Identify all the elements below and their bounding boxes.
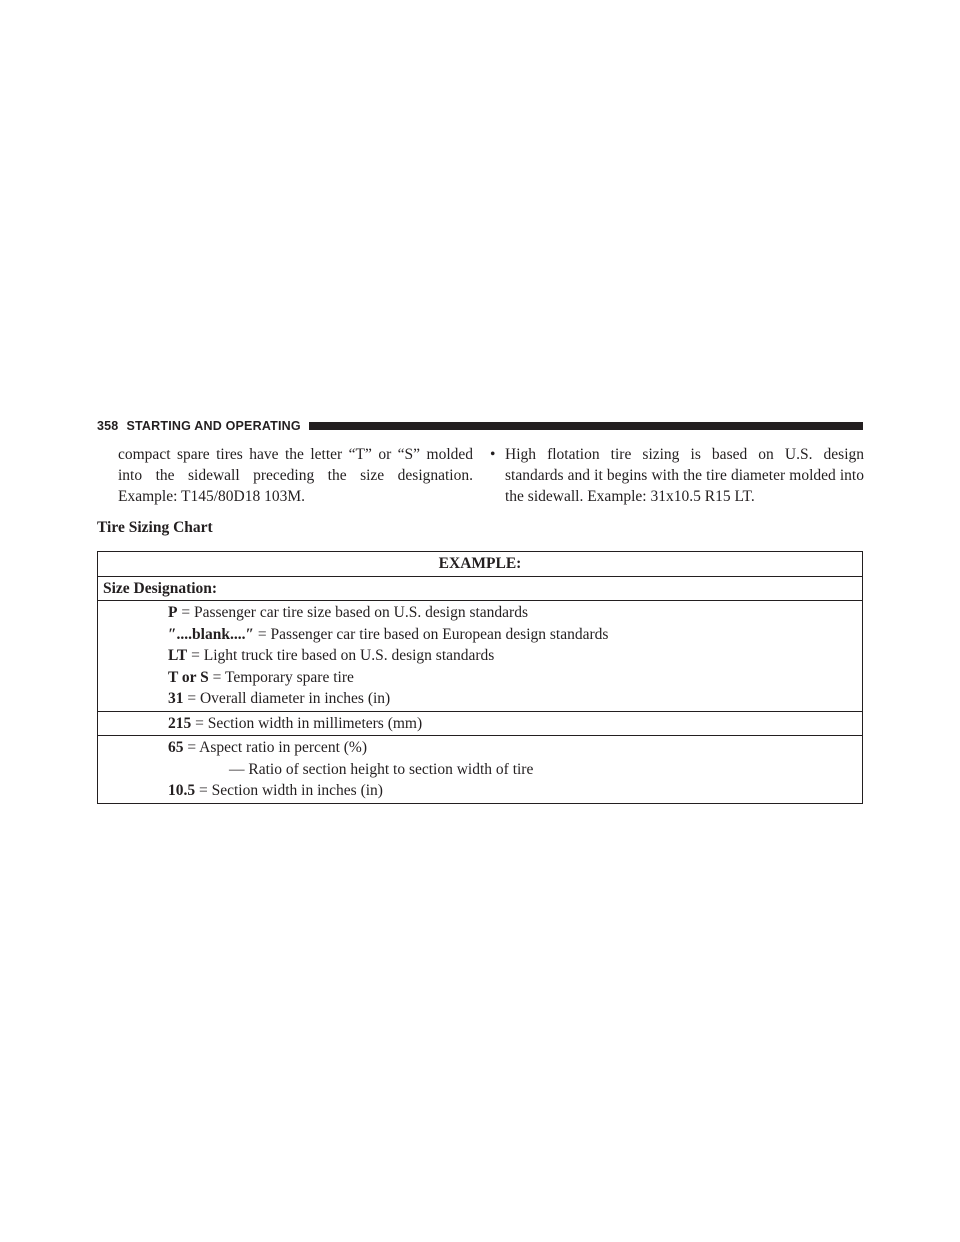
bullet-text: High flotation tire sizing is based on U.S. design standards and it begins with the tire diameter molded into the sidewall. Example: 31x10.5 R15 LT. (505, 446, 864, 505)
definition: = Aspect ratio in percent (%) (183, 739, 367, 756)
bullet-icon: • (490, 446, 496, 463)
bullet-item (490, 444, 864, 507)
list-item (103, 737, 857, 759)
section-width-cell (98, 711, 863, 736)
term: ″....blank....″ (168, 625, 255, 643)
list-item (103, 602, 857, 624)
definition: = Temporary spare tire (208, 668, 354, 686)
definition: = Light truck tire based on U.S. design standards (187, 647, 495, 664)
definition: = Section width in inches (in) (195, 782, 383, 799)
term: 65 (168, 739, 184, 756)
list-item (103, 645, 857, 667)
term: 10.5 (168, 782, 196, 799)
table-row (98, 601, 863, 712)
tire-sizing-table (97, 551, 863, 804)
list-item (103, 688, 857, 710)
table-row (98, 711, 863, 736)
list-item (103, 624, 857, 646)
example-header-cell: EXAMPLE: (98, 552, 863, 577)
term: LT (168, 647, 188, 664)
designation-group-cell (98, 601, 863, 712)
section-title: STARTING AND OPERATING (126, 419, 301, 433)
aspect-ratio-cell (98, 736, 863, 804)
list-item (103, 780, 857, 802)
left-column-text: compact spare tires have the letter “T” or “S” molded into the sidewall preceding the size designation. Example: T145/80D18 103M. (118, 446, 473, 505)
definition: = Passenger car tire based on European design standards (254, 625, 609, 643)
list-item (103, 667, 857, 689)
definition: = Passenger car tire size based on U.S. design standards (177, 604, 528, 621)
table-row (98, 552, 863, 577)
size-designation-cell: Size Designation: (98, 576, 863, 601)
term: 215 (168, 714, 192, 732)
header-rule (309, 422, 863, 430)
term: P (168, 604, 178, 621)
table-row (98, 736, 863, 804)
definition: = Section width in millimeters (mm) (191, 714, 423, 732)
page-header (97, 416, 863, 436)
term: 31 (168, 690, 184, 707)
page-number: 358 (97, 419, 119, 433)
term: T or S (168, 668, 209, 686)
aspect-note: — Ratio of section height to section width of tire (229, 760, 534, 778)
definition: = Overall diameter in inches (in) (183, 690, 391, 707)
list-item (103, 713, 857, 735)
table-row (98, 576, 863, 601)
right-column (490, 444, 864, 507)
chart-heading: Tire Sizing Chart (97, 519, 213, 536)
